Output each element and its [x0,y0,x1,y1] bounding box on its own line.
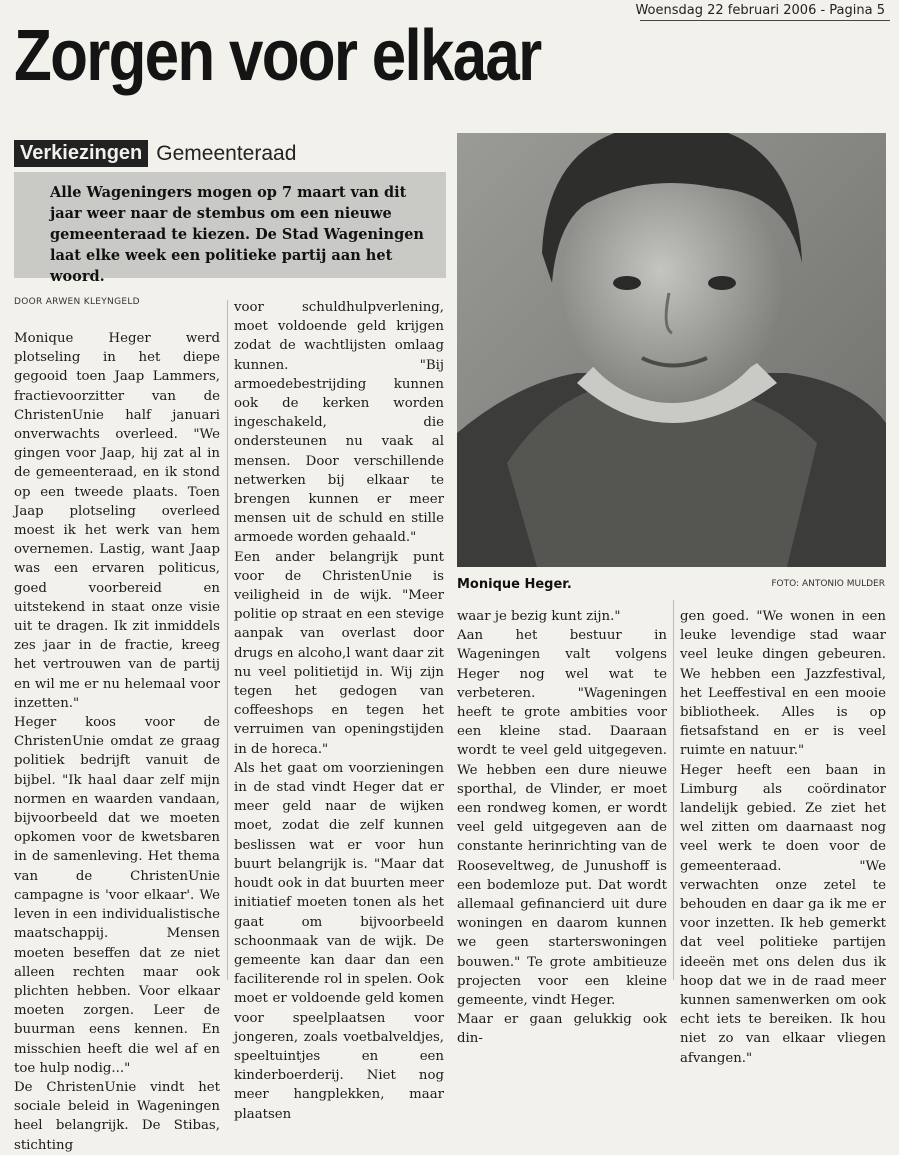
photo-caption: Monique Heger. [457,577,572,592]
section-subtitle: Gemeenteraad [156,141,297,165]
paragraph: voor schuldhulpverlening, moet voldoende geld krijgen zodat de wachtlijsten omlaag kunnen. "Bij armoedebestrijding kunnen ook de kerken worden ingeschakeld, die ondersteunen nu vaak al mensen. Door verschillende netwerken bij elkaar te brengen kunnen er meer mensen uit de schuld en stille armoede worden gehaald." [234,300,444,546]
dateline: Woensdag 22 februari 2006 - Pagina 5 [635,3,885,18]
byline: DOOR ARWEN KLEYNGELD [14,297,140,307]
photo-credit: FOTO: ANTONIO MULDER [771,579,885,589]
column-divider [673,600,674,980]
portrait-illustration [457,133,886,567]
lead-text: Alle Wageningers mogen op 7 maart van dit jaar weer naar de stembus om een nieuwe gemeenteraad te kiezen. De Stad Wageningen laat elke week een politieke partij aan het woord. [50,184,424,285]
column-divider [227,300,228,980]
paragraph: Als het gaat om voorzieningen in de stad vindt Heger dat er meer geld naar de wijken moet, zodat die zelf kunnen beslissen wat er voor hun buurt belangrijk is. "Maar dat houdt ook in dat buurten meer initiatief moeten tonen als het gaat om bijvoorbeeld schoonmaak van de wijk. De gemeente kan daar dan een faciliterende rol in spelen. Ook moet er voldoende geld komen voor speelplaatsen voor jongeren, zoals voetbalveldjes, speeltuintjes en een kinderboerderij. Niet nog meer hangplekken, maar plaatsen [234,760,444,1122]
paragraph: Een ander belangrijk punt voor de ChristenUnie is veiligheid in de wijk. "Meer politie op straat en een stevige aanpak van overlast door drugs en alcoho,l want daar zit nu veel politietijd in. Wij zijn tegen het gedogen van coffeeshops en tegen het verruimen van openingstijden in de horeca." [234,549,444,757]
kicker [14,140,296,167]
paragraph: Heger heeft een baan in Limburg als coördinator landelijk gebied. Ze ziet het wel zitten om daarnaast nog veel werk te doen voor de gemeenteraad. "We verwachten onze zetel te behouden en daar ga ik me er voor inzetten. Ik heb gemerkt dat veel politieke partijen ideeën met ons delen dus ik hoop dat we in de raad meer kunnen samenwerken om ook echt iets te bereiken. Ik hou niet zo van elkaar vliegen afvangen." [680,762,886,1066]
paragraph: Monique Heger werd plotseling in het diepe gegooid toen Jaap Lammers, fractievoorzitter van de ChristenUnie half januari onverwachts overleed. "We gingen voor Jaap, hij zat al in de gemeenteraad, en ik stond op een tweede plaats. Toen Jaap plotseling overleed moest ik het werk van hem overnemen. Lastig, want Jaap was een ervaren politicus, goed voorbereid en uitstekend in staat onze visie uit te dragen. Ik zit inmiddels zes jaar in de fractie, kreeg het vertrouwen van de partij en wil me er nu helemaal voor inzetten." [14,331,220,711]
header-rule [640,20,890,21]
section-tag: Verkiezingen [14,140,148,167]
paragraph: waar je bezig kunt zijn." [457,609,621,624]
paragraph: gen goed. "We wonen in een leuke levendige stad waar veel leuke dingen gebeuren. We hebben een Jazzfestival, het Leeffestival en een mooie bibliotheek. Alles is op fietsafstand en er is veel ruimte en natuur." [680,609,886,759]
headline: Zorgen voor elkaar [14,16,541,96]
paragraph: De ChristenUnie vindt het sociale beleid in Wageningen heel belangrijk. De Stibas, stichting [14,1079,220,1153]
paragraph: Maar er gaan gelukkig ook din- [457,1012,667,1047]
portrait-photo [457,133,886,567]
article-column-4 [680,607,886,1068]
paragraph: Heger koos voor de ChristenUnie omdat ze graag politiek bedrijft vanuit de bijbel. "Ik haal daar zelf mijn normen en waarden vandaan, bijvoorbeeld dat we moeten opkomen voor de kwetsbaren in de samenleving. Het thema van de ChristenUnie campagne is 'voor elkaar'. We leven in een individualistische maatschappij. Mensen moeten beseffen dat ze niet alleen rechten maar ook plichten hebben. Voor elkaar moeten zorgen. Leer de buurman eens kennen. En misschien heeft die wel af en toe hulp nodig..." [14,715,220,1076]
paragraph: Aan het bestuur in Wageningen valt volgens Heger nog wel wat te verbeteren. "Wageningen heeft te grote ambities voor een kleine stad. Daaraan wordt te veel geld uitgegeven. We hebben een dure nieuwe sporthal, de Vlinder, er moet een rondweg komen, er wordt veel geld uitgegeven aan de constante herinrichting van de Rooseveltweg, de Junushoff is een bodemloze put. Dat wordt allemaal gefinancierd uit dure woningen en daarom kunnen we geen starterswoningen bouwen." Te grote ambitieuze projecten voor een kleine gemeente, vindt Heger. [457,628,667,1009]
article-column-1 [14,329,220,1155]
article-column-2 [234,298,444,1124]
article-column-3 [457,607,667,1049]
